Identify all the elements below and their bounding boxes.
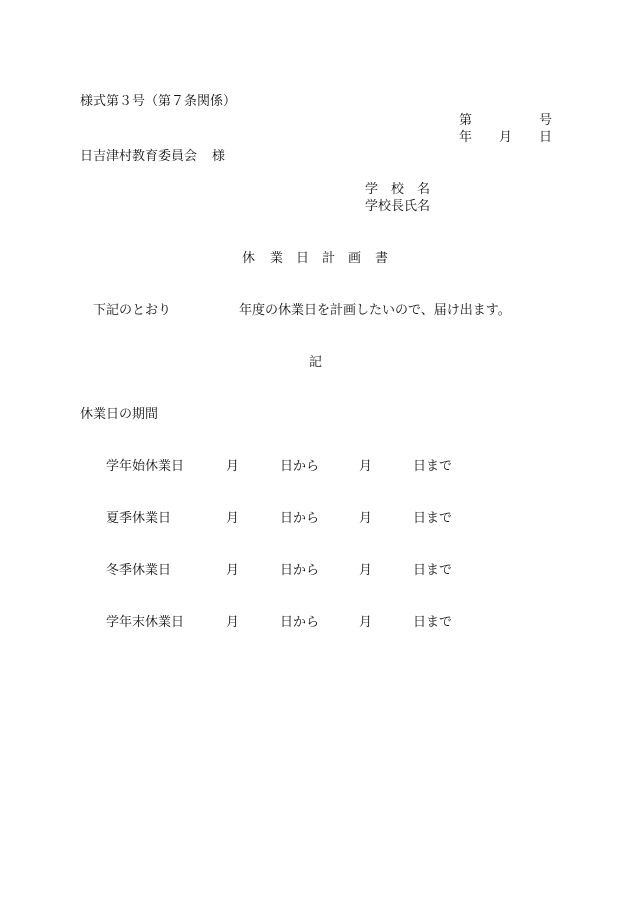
date-gatsu: 月	[499, 130, 513, 145]
period-month-start: 月	[226, 511, 240, 526]
period-month-start: 月	[226, 563, 240, 578]
addressee-honorific: 様	[212, 149, 226, 164]
doc-number-dai: 第	[459, 113, 473, 128]
period-month-end: 月	[359, 511, 373, 526]
period-month-end: 月	[359, 615, 373, 630]
principal-name-label: 学校長氏名	[365, 199, 431, 214]
school-name-label: 学 校 名	[365, 182, 431, 197]
addressee-name: 日吉津村教育委員会	[80, 149, 198, 164]
period-label: 学年末休業日	[106, 615, 185, 630]
title-char: 書	[375, 251, 389, 266]
period-month-end: 月	[359, 459, 373, 474]
period-day-start: 日から	[280, 563, 320, 578]
period-month-end: 月	[359, 563, 373, 578]
period-month-start: 月	[226, 615, 240, 630]
section-heading: 休業日の期間	[80, 407, 159, 422]
title-char: 業	[270, 251, 284, 266]
ki-marker: 記	[309, 355, 323, 370]
date-nen: 年	[459, 130, 473, 145]
body-prefix: 下記のとおり	[93, 303, 172, 318]
title-char: 画	[348, 251, 362, 266]
period-label: 夏季休業日	[106, 511, 172, 526]
period-month-start: 月	[226, 459, 240, 474]
title-char: 日	[296, 251, 310, 266]
body-suffix: 年度の休業日を計画したいので、届け出ます。	[239, 303, 511, 318]
period-day-end: 日まで	[413, 511, 453, 526]
period-label: 冬季休業日	[106, 563, 172, 578]
period-day-start: 日から	[280, 615, 320, 630]
period-day-start: 日から	[280, 511, 320, 526]
period-day-end: 日まで	[413, 459, 453, 474]
period-day-end: 日まで	[413, 615, 453, 630]
title-char: 休	[242, 251, 256, 266]
period-day-start: 日から	[280, 459, 320, 474]
title-char: 計	[322, 251, 336, 266]
date-nichi: 日	[539, 130, 553, 145]
period-day-end: 日まで	[413, 563, 453, 578]
period-label: 学年始休業日	[106, 459, 185, 474]
doc-number-go: 号	[539, 113, 553, 128]
form-label: 様式第３号（第７条関係）	[80, 94, 237, 109]
